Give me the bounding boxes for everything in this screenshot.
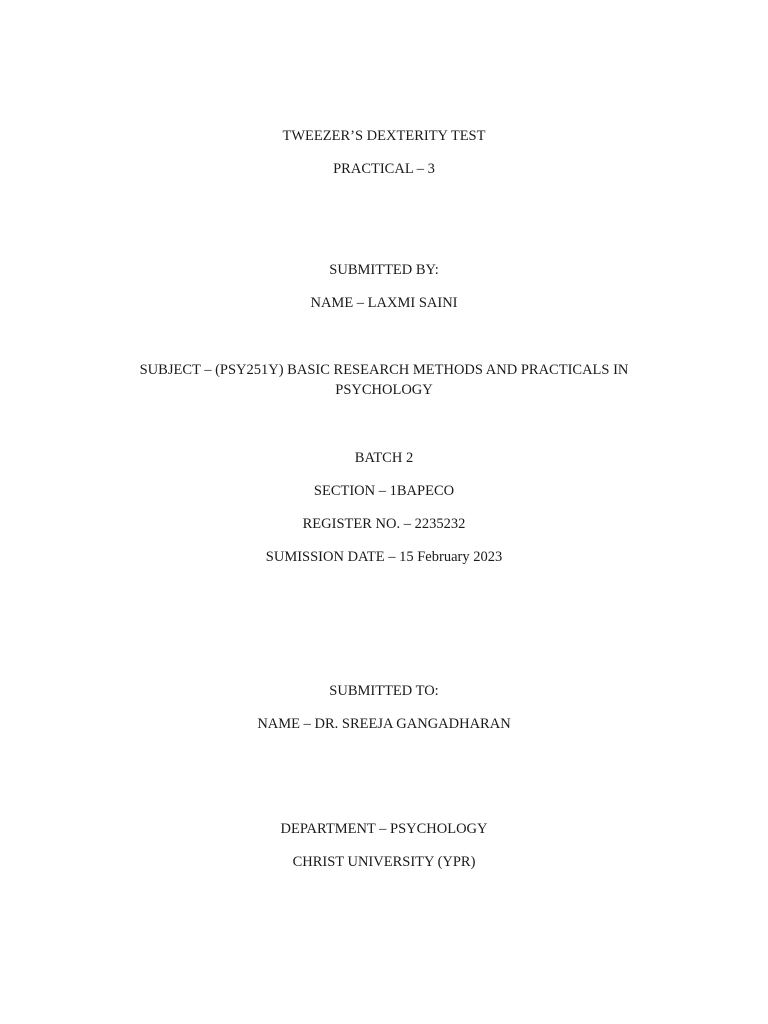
teacher-name: NAME – DR. SREEJA GANGADHARAN [257,716,511,732]
submitted-by-label: SUBMITTED BY: [329,262,439,278]
document-title: TWEEZER’S DEXTERITY TEST [282,128,486,144]
student-name: NAME – LAXMI SAINI [310,295,458,311]
subject-line: SUBJECT – (PSY251Y) BASIC RESEARCH METHODS AND PRACTICALS IN PSYCHOLOGY [139,362,629,398]
batch-line: BATCH 2 [354,450,414,466]
submission-date: SUMISSION DATE – 15 February 2023 [265,549,503,565]
section-line: SECTION – 1BAPECO [313,483,455,499]
register-number: REGISTER NO. – 2235232 [302,516,466,532]
department-line: DEPARTMENT – PSYCHOLOGY [280,821,488,837]
submitted-to-label: SUBMITTED TO: [329,683,439,699]
university-line: CHRIST UNIVERSITY (YPR) [292,854,476,870]
practical-number: PRACTICAL – 3 [333,161,435,177]
